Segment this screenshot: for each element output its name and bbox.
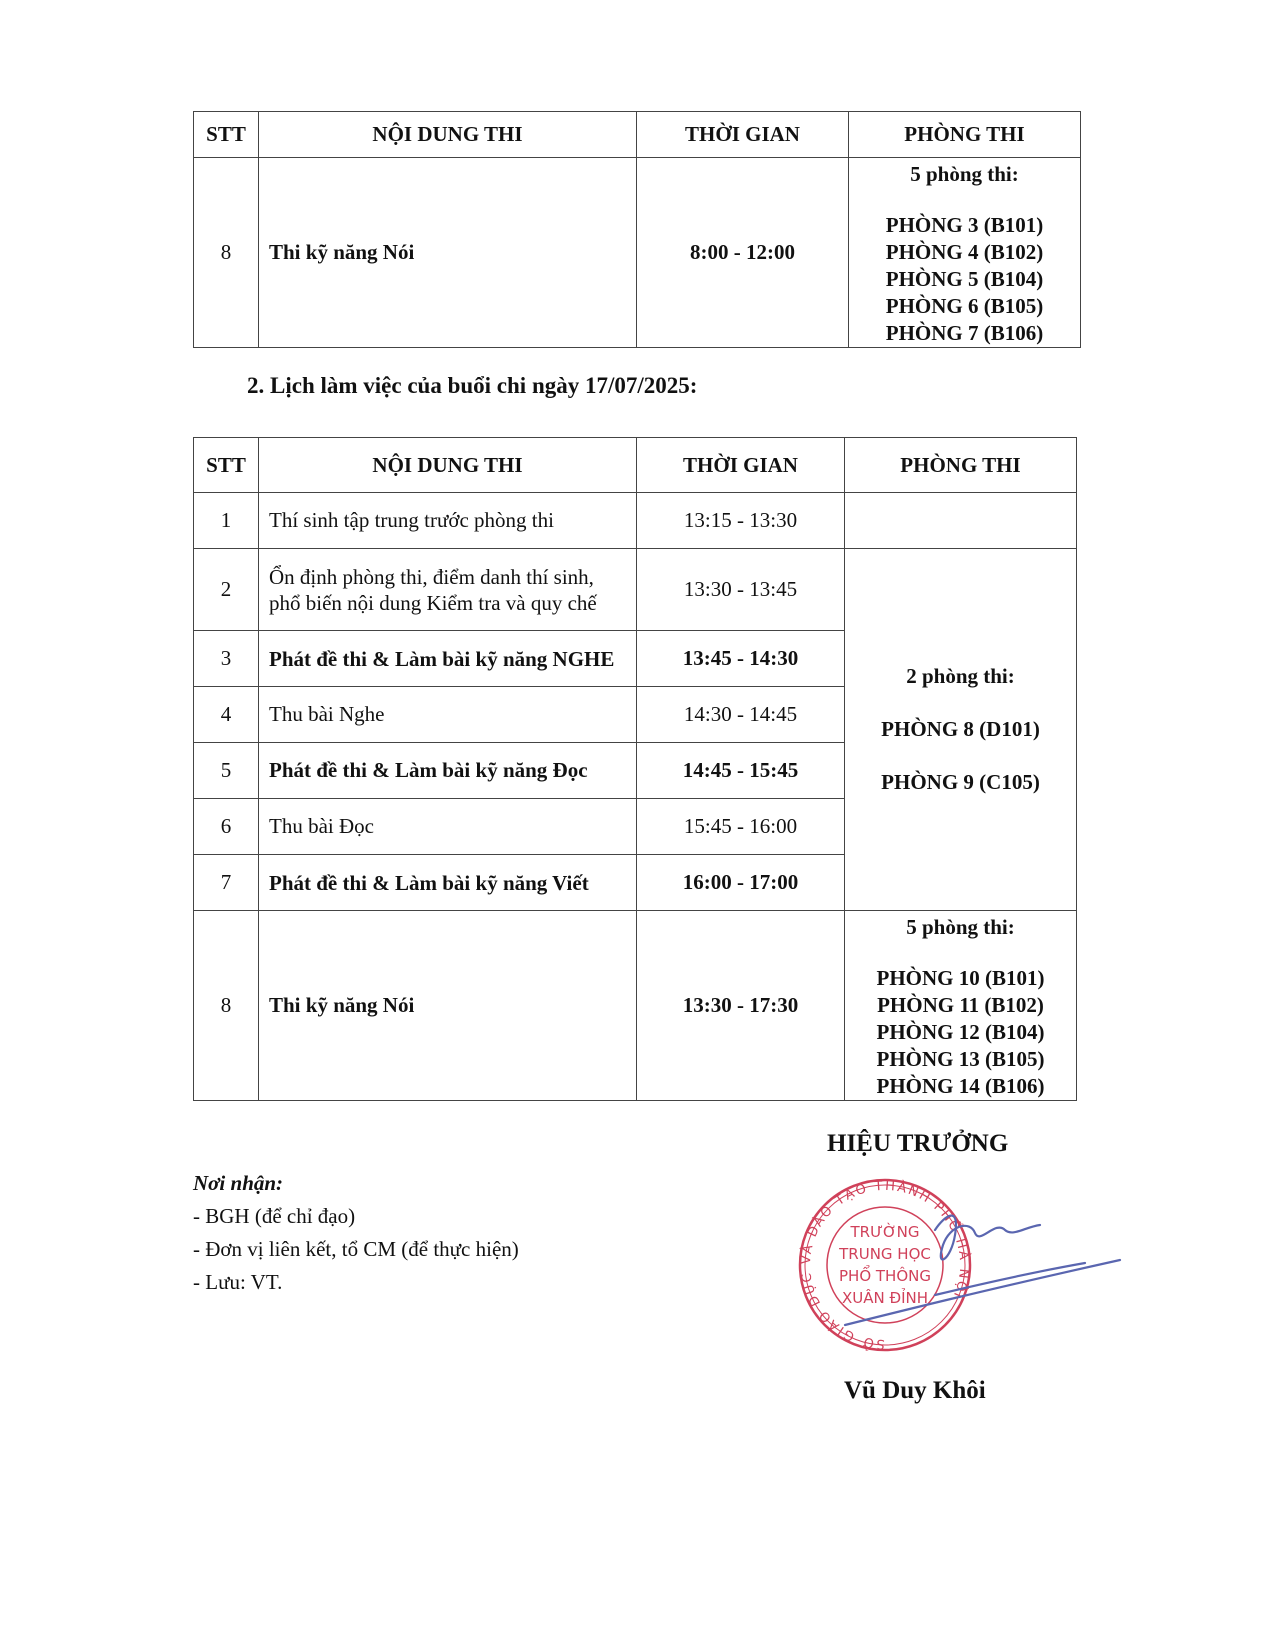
rooms-head: 2 phòng thi:	[906, 664, 1015, 688]
recipients-title: Nơi nhận:	[193, 1171, 284, 1195]
row-time: 16:00 - 17:00	[637, 855, 845, 911]
header-stt: STT	[194, 438, 259, 493]
signer-name: Vũ Duy Khôi	[844, 1377, 986, 1404]
rooms-head: 5 phòng thi:	[910, 162, 1019, 186]
room-item: PHÒNG 14 (B106)	[876, 1074, 1045, 1098]
table-row	[194, 549, 1077, 631]
header-content: NỘI DUNG THI	[259, 438, 637, 493]
row-time: 14:30 - 14:45	[637, 687, 845, 743]
seal-ring-text: SỞ GIÁO DỤC VÀ ĐÀO TẠO THÀNH PHỐ HÀ NỘI	[798, 1178, 972, 1352]
section-2-title: 2. Lịch làm việc của buổi chi ngày 17/07/2025:	[247, 373, 698, 398]
row-stt: 8	[194, 158, 259, 348]
row-time: 13:30 - 17:30	[637, 911, 845, 1101]
row-stt: 1	[194, 493, 259, 549]
table-row	[194, 493, 1077, 549]
table-row	[194, 911, 1077, 1101]
header-time: THỜI GIAN	[637, 112, 849, 158]
seal-line-1: TRƯỜNG	[850, 1223, 920, 1241]
row-stt: 2	[194, 549, 259, 631]
room-item: PHÒNG 12 (B104)	[876, 1020, 1045, 1044]
row-content: Thu bài Đọc	[259, 799, 637, 855]
row-rooms	[849, 158, 1081, 348]
row-content: Thí sinh tập trung trước phòng thi	[259, 493, 637, 549]
room-item: PHÒNG 11 (B102)	[877, 993, 1044, 1017]
table-row	[194, 158, 1081, 348]
row-time: 14:45 - 15:45	[637, 743, 845, 799]
room-item: PHÒNG 4 (B102)	[885, 240, 1044, 264]
group-rooms-cell	[845, 549, 1077, 911]
recipient-item: - Đơn vị liên kết, tổ CM (để thực hiện)	[193, 1237, 519, 1261]
row-time: 13:15 - 13:30	[637, 493, 845, 549]
seal-line-4: XUÂN ĐỈNH	[841, 1289, 929, 1307]
row-stt: 8	[194, 911, 259, 1101]
recipient-item: - Lưu: VT.	[193, 1270, 283, 1294]
row-content: Thi kỹ năng Nói	[259, 911, 637, 1101]
row-stt: 6	[194, 799, 259, 855]
room-item: PHÒNG 8 (D101)	[881, 717, 1040, 741]
speaking-rooms-cell	[845, 911, 1077, 1101]
row-stt: 5	[194, 743, 259, 799]
header-room: PHÒNG THI	[849, 112, 1081, 158]
row-content: Phát đề thi & Làm bài kỹ năng Viết	[259, 855, 637, 911]
principal-title: HIỆU TRƯỞNG	[827, 1130, 1009, 1157]
row-stt: 4	[194, 687, 259, 743]
row-stt: 3	[194, 631, 259, 687]
header-time: THỜI GIAN	[637, 438, 845, 493]
seal-line-3: PHỔ THÔNG	[839, 1267, 931, 1285]
room-item: PHÒNG 5 (B104)	[885, 267, 1044, 291]
room-item: PHÒNG 7 (B106)	[885, 321, 1044, 345]
row-room-empty	[845, 493, 1077, 549]
header-room: PHÒNG THI	[845, 438, 1077, 493]
header-content: NỘI DUNG THI	[259, 112, 637, 158]
row-time: 13:45 - 14:30	[637, 631, 845, 687]
room-item: PHÒNG 9 (C105)	[881, 770, 1040, 794]
schedule-table-afternoon	[193, 437, 1077, 1101]
room-item: PHÒNG 3 (B101)	[885, 213, 1044, 237]
recipients-block	[193, 1167, 519, 1299]
school-seal-stamp	[785, 1175, 1130, 1360]
row-time: 13:30 - 13:45	[637, 549, 845, 631]
room-item: PHÒNG 10 (B101)	[876, 966, 1045, 990]
row-time: 8:00 - 12:00	[637, 158, 849, 348]
seal-line-2: TRUNG HỌC	[839, 1245, 931, 1263]
room-item: PHÒNG 13 (B105)	[876, 1047, 1045, 1071]
rooms-head: 5 phòng thi:	[906, 915, 1015, 939]
header-stt: STT	[194, 112, 259, 158]
row-content: Ổn định phòng thi, điểm danh thí sinh, phổ biến nội dung Kiểm tra và quy chế	[259, 549, 637, 631]
row-stt: 7	[194, 855, 259, 911]
row-content: Phát đề thi & Làm bài kỹ năng NGHE	[259, 631, 637, 687]
row-content: Thi kỹ năng Nói	[259, 158, 637, 348]
row-content: Phát đề thi & Làm bài kỹ năng Đọc	[259, 743, 637, 799]
row-content: Thu bài Nghe	[259, 687, 637, 743]
row-time: 15:45 - 16:00	[637, 799, 845, 855]
schedule-table-morning	[193, 111, 1081, 348]
room-item: PHÒNG 6 (B105)	[885, 294, 1044, 318]
recipient-item: - BGH (để chỉ đạo)	[193, 1204, 356, 1228]
